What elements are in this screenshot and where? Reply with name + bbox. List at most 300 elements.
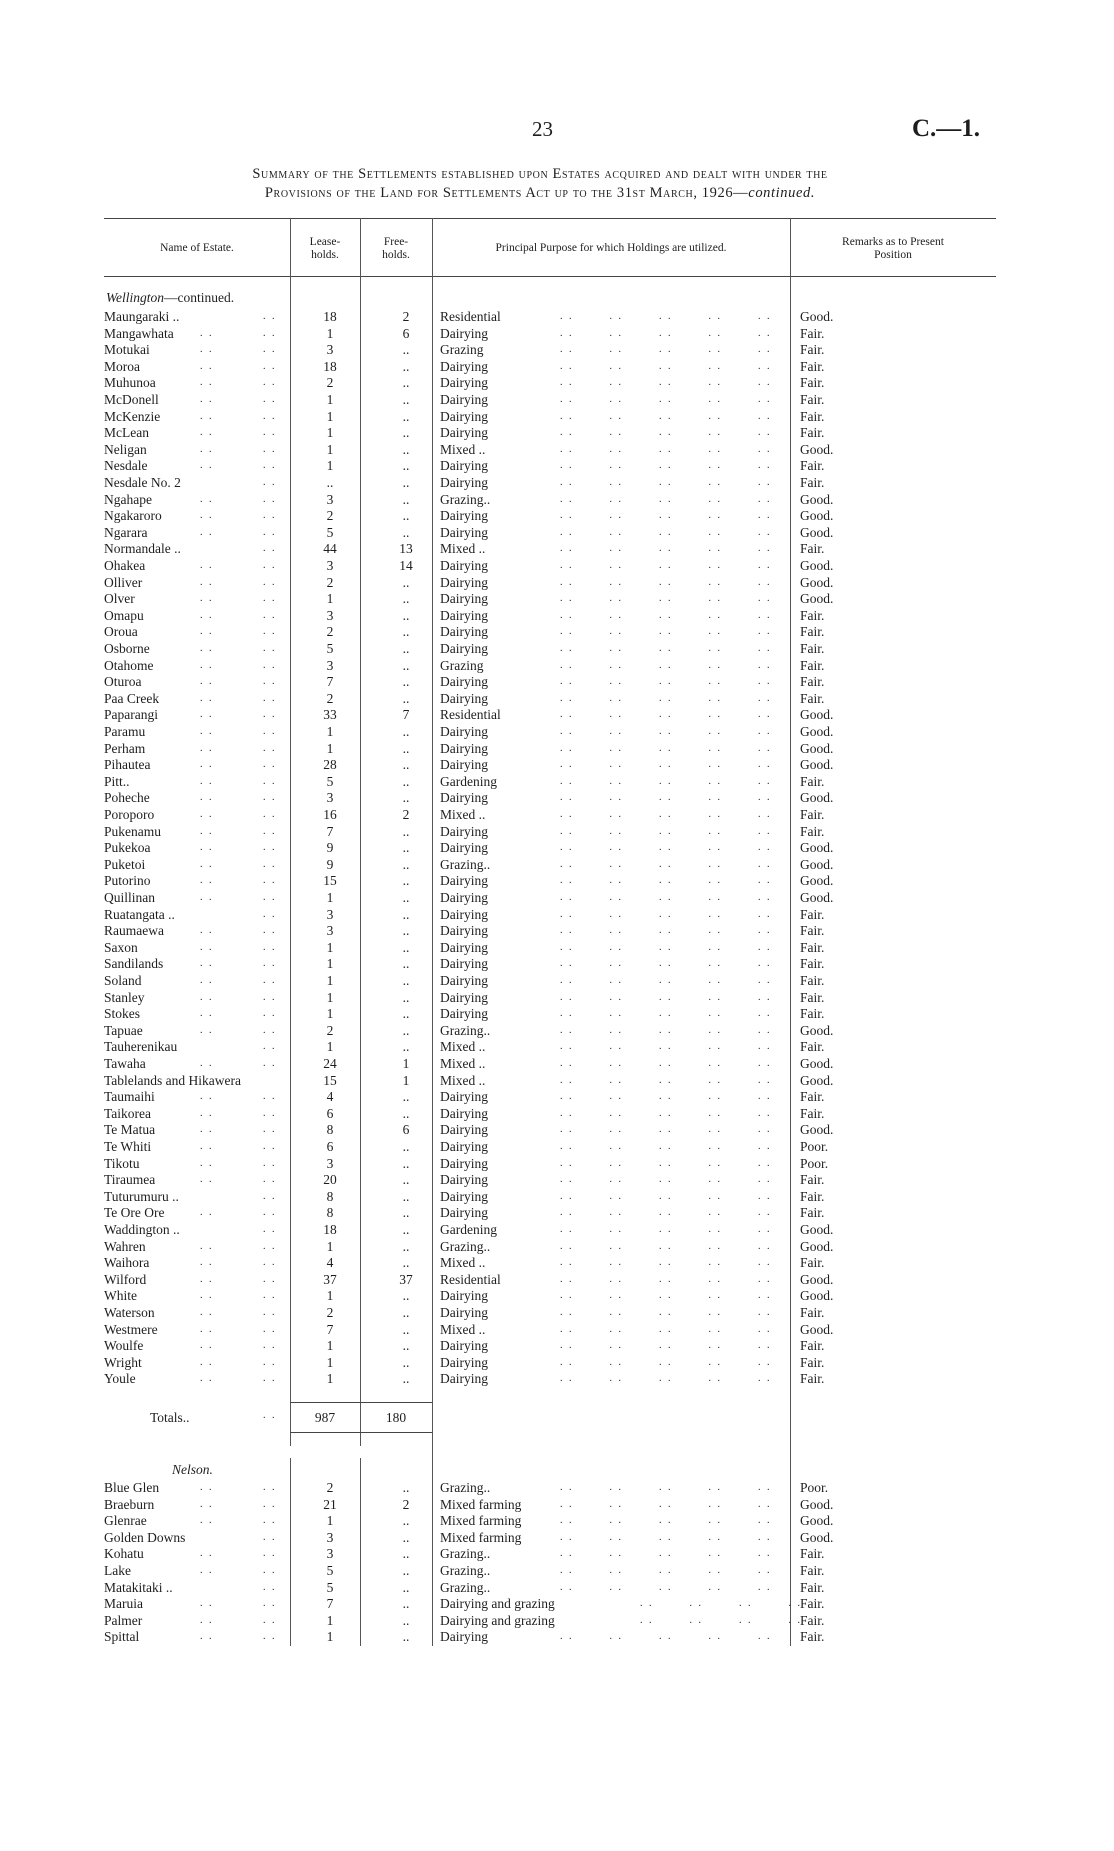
leader-dots: . . (200, 792, 214, 804)
leader-dots: . . . . . . . . . . (560, 892, 772, 903)
leader-dots: . . (263, 626, 277, 638)
purpose-value: Dairying (440, 956, 488, 972)
leader-dots: . . . . . . . . . . (560, 377, 772, 389)
leader-dots: . . . . . . . . . . (560, 1024, 772, 1036)
table-row (0, 1305, 1114, 1322)
leader-dots: . . (263, 377, 277, 389)
purpose-value: Dairying and grazing (440, 1596, 555, 1612)
leader-dots: . . . . . . . . . . (560, 676, 772, 688)
leader-dots: . . (263, 1340, 277, 1352)
freeholds-value: .. (402, 1006, 410, 1022)
section-heading-wellington-name: Wellington (106, 290, 165, 305)
purpose-value: Mixed .. (440, 441, 486, 457)
leader-dots: . . . . . . . . . . (560, 1174, 772, 1186)
leader-dots: . . . . . . . . . . (560, 908, 772, 920)
totals-label: Totals.. (150, 1410, 190, 1425)
estate-name: Wright (104, 1354, 142, 1370)
leader-dots: . . (263, 925, 277, 937)
purpose-value: Dairying (440, 1629, 488, 1645)
leader-dots: . . (263, 1531, 277, 1543)
leaseholds-value: 20 (323, 1172, 337, 1188)
table-row (0, 790, 1114, 807)
purpose-value: Dairying (440, 674, 488, 690)
estate-name: Te Whiti (104, 1139, 152, 1154)
leader-dots: . . (200, 510, 214, 522)
leaseholds-value: 1 (326, 441, 334, 457)
leader-dots: . . (200, 460, 214, 472)
leader-dots: . . (200, 1482, 214, 1493)
leader-dots: . . (263, 360, 277, 372)
freeholds-value: .. (402, 375, 410, 391)
estate-name: Glenrae (104, 1513, 147, 1529)
leader-dots: . . (263, 726, 277, 737)
leader-dots: . . (263, 809, 277, 820)
leader-dots: . . (263, 958, 277, 970)
table-row (0, 409, 1114, 426)
estate-name: Nesdale No. 2 (104, 475, 181, 490)
freeholds-value: 2 (402, 1496, 410, 1512)
leader-dots: . . . . . . . . . . (560, 775, 772, 787)
estate-name: Te Matua (104, 1122, 156, 1138)
header-remarks: Remarks as to Present Position (842, 236, 944, 261)
purpose-value: Dairying (440, 1139, 488, 1154)
freeholds-value: .. (402, 1255, 410, 1271)
leader-dots: . . (200, 842, 214, 854)
leader-dots: . . (200, 676, 214, 688)
purpose-value: Dairying (440, 1371, 488, 1387)
purpose-value: Dairying (440, 475, 488, 490)
remark-value: Fair. (800, 358, 825, 374)
estate-name: Ngarara (104, 524, 148, 540)
leader-dots: . . (263, 593, 277, 605)
freeholds-value: .. (402, 973, 410, 988)
remark-value: Poor. (800, 1480, 829, 1495)
remark-value: Good. (800, 1056, 834, 1071)
table-header-rule (104, 276, 996, 277)
table-row (0, 1497, 1114, 1514)
leader-dots: . . (200, 344, 214, 356)
leaseholds-value: 2 (326, 508, 334, 524)
table-row (0, 940, 1114, 957)
remark-value: Fair. (800, 1255, 825, 1271)
leader-dots: . . (263, 991, 277, 1003)
leader-dots: . . (263, 1124, 277, 1136)
leaseholds-value: 5 (326, 641, 334, 656)
purpose-value: Dairying (440, 375, 488, 391)
table-row (0, 1023, 1114, 1040)
leader-dots: . . (263, 742, 277, 754)
leader-dots: . . (263, 609, 277, 621)
header-leaseholds: Lease- holds. (309, 236, 341, 261)
estate-name: Youle (104, 1371, 136, 1387)
leader-dots: . . (200, 377, 214, 389)
leaseholds-value: 5 (326, 1579, 334, 1595)
remark-value: Fair. (800, 923, 825, 939)
estate-name: Muhunoa (104, 375, 156, 391)
leaseholds-value: 1 (326, 458, 334, 474)
remark-value: Good. (800, 707, 834, 723)
estate-name: Paramu (104, 724, 146, 739)
leader-dots: . . (263, 1565, 277, 1576)
table-row (0, 1205, 1114, 1222)
leader-dots: . . (263, 1482, 277, 1493)
remark-value: Fair. (800, 807, 825, 822)
leaseholds-value: 1 (326, 1338, 334, 1354)
leader-dots: . . (200, 1498, 214, 1510)
remark-value: Good. (800, 856, 834, 872)
freeholds-value: .. (402, 1338, 410, 1354)
estate-name: Pukenamu (104, 823, 161, 839)
leader-dots: . . . . . . . . (640, 1614, 802, 1626)
estate-name: Pihautea (104, 757, 151, 773)
table-row (0, 342, 1114, 359)
leader-dots: . . . . . . . . . . (560, 1515, 772, 1527)
freeholds-value: .. (402, 740, 410, 756)
leaseholds-value: 5 (326, 524, 334, 540)
purpose-value: Dairying (440, 607, 488, 623)
section-heading-nelson: Nelson. (172, 1462, 213, 1477)
remark-value: Fair. (800, 1612, 825, 1628)
leader-dots: . . . . . . . . . . (560, 1548, 772, 1560)
table-row (0, 840, 1114, 857)
leader-dots: . . . . . . . . . . (560, 477, 772, 488)
leader-dots: . . . . . . . . . . (560, 925, 772, 937)
freeholds-value: .. (402, 790, 410, 806)
estate-name: Lake (104, 1563, 131, 1578)
freeholds-value: .. (402, 1022, 410, 1038)
table-top-rule (104, 218, 996, 219)
remark-value: Fair. (800, 906, 825, 922)
freeholds-value: .. (402, 524, 410, 540)
purpose-value: Mixed .. (440, 1255, 486, 1271)
leader-dots: . . (263, 560, 277, 571)
leader-dots: . . . . . . . . . . (560, 692, 772, 704)
estate-name: McLean (104, 425, 149, 441)
freeholds-value: 1 (402, 1072, 410, 1088)
leader-dots: . . . . . . . . . . (560, 1565, 772, 1576)
leader-dots: . . . . . . . . . . (560, 394, 772, 405)
leader-dots: . . (200, 1356, 214, 1368)
leader-dots: . . . . . . . . . . (560, 1373, 772, 1385)
leader-dots: . . (263, 427, 277, 439)
estate-name: Quillinan (104, 890, 155, 905)
purpose-value: Dairying (440, 790, 488, 806)
leader-dots: . . (263, 1190, 277, 1202)
table-row (0, 425, 1114, 442)
freeholds-value: .. (402, 425, 410, 441)
remark-value: Good. (800, 1288, 834, 1304)
remark-value: Fair. (800, 1579, 825, 1595)
table-row (0, 873, 1114, 890)
table-row (0, 774, 1114, 791)
leader-dots: . . (263, 1107, 277, 1119)
estate-name: Normandale .. (104, 541, 181, 557)
leader-dots: . . . . . . . . . . (560, 510, 772, 522)
estate-name: Ngakaroro (104, 508, 162, 524)
remark-value: Good. (800, 309, 834, 324)
purpose-value: Dairying (440, 840, 488, 856)
leaseholds-value: 7 (326, 674, 334, 690)
estate-name: Tikotu (104, 1155, 140, 1171)
purpose-value: Grazing.. (440, 1238, 491, 1254)
table-row (0, 923, 1114, 940)
leader-dots: . . (263, 543, 277, 555)
purpose-value: Dairying (440, 574, 488, 590)
leaseholds-value: 1 (326, 890, 334, 905)
remark-value: Poor. (800, 1139, 829, 1154)
remark-value: Fair. (800, 1596, 825, 1612)
remark-value: Good. (800, 1222, 834, 1237)
purpose-value: Gardening (440, 1222, 497, 1237)
estate-name: Maungaraki .. (104, 309, 180, 324)
title-line-2 (100, 184, 980, 203)
estate-name: Neligan (104, 441, 147, 457)
leader-dots: . . (200, 576, 214, 588)
purpose-value: Dairying (440, 524, 488, 540)
purpose-value: Dairying (440, 740, 488, 756)
leaseholds-value: 2 (326, 574, 334, 590)
remark-value: Good. (800, 757, 834, 773)
table-row (0, 1580, 1114, 1597)
freeholds-value: .. (402, 873, 410, 889)
table-row (0, 724, 1114, 741)
table-row (0, 1355, 1114, 1372)
purpose-value: Mixed .. (440, 1321, 486, 1337)
remark-value: Fair. (800, 939, 825, 955)
freeholds-value: .. (402, 1039, 410, 1055)
freeholds-value: 7 (402, 707, 410, 723)
leader-dots: . . . . . . . . . . (560, 1631, 772, 1643)
table-row (0, 1513, 1114, 1530)
leaseholds-value: 3 (326, 491, 334, 507)
leader-dots: . . (263, 443, 277, 455)
leader-dots: . . (200, 626, 214, 638)
totals-leaseholds: 987 (314, 1410, 336, 1425)
freeholds-value: .. (402, 358, 410, 374)
purpose-value: Grazing.. (440, 1563, 491, 1578)
leader-dots: . . (200, 327, 214, 339)
leaseholds-value: 3 (326, 607, 334, 623)
remark-value: Fair. (800, 541, 825, 557)
remark-value: Good. (800, 1529, 834, 1545)
estate-name: Tablelands and Hikawera (104, 1072, 241, 1088)
freeholds-value: .. (402, 508, 410, 524)
purpose-value: Dairying (440, 690, 488, 706)
purpose-value: Dairying (440, 757, 488, 773)
remark-value: Good. (800, 724, 834, 739)
section-heading-wellington (106, 290, 234, 306)
remark-value: Good. (800, 790, 834, 806)
leaseholds-value: 1 (326, 740, 334, 756)
estate-name: McKenzie (104, 408, 161, 424)
purpose-value: Mixed .. (440, 1072, 486, 1088)
remark-value: Good. (800, 1022, 834, 1038)
freeholds-value: .. (402, 956, 410, 972)
totals-bottom-rule (290, 1432, 432, 1433)
leader-dots: . . . . . . . . . . (560, 1190, 772, 1202)
leader-dots: . . (263, 1273, 277, 1285)
freeholds-value: .. (402, 1089, 410, 1105)
remark-value: Fair. (800, 674, 825, 690)
totals-freeholds: 180 (385, 1410, 407, 1425)
leader-dots: . . (200, 875, 214, 887)
estate-name: White (104, 1288, 137, 1304)
purpose-value: Dairying (440, 591, 488, 607)
leader-dots: . . . . . . . . . . (560, 427, 772, 439)
leader-dots: . . (200, 858, 214, 870)
page-number: 23 (532, 117, 553, 141)
leader-dots: . . (200, 1207, 214, 1219)
leaseholds-value: 1 (326, 973, 334, 988)
leader-dots: . . (200, 709, 214, 721)
table-row (0, 674, 1114, 691)
purpose-value: Grazing.. (440, 856, 491, 872)
leader-dots: . . . . . . . . . . (560, 1041, 772, 1053)
estate-name: Perham (104, 740, 146, 756)
leaseholds-value: 33 (323, 707, 337, 723)
remark-value: Fair. (800, 956, 825, 972)
leader-dots: . . (263, 1356, 277, 1368)
leader-dots: . . (200, 775, 214, 787)
table-row (0, 1189, 1114, 1206)
leaseholds-value: 28 (323, 757, 337, 773)
leader-dots: . . (263, 576, 277, 588)
leaseholds-value: 1 (326, 325, 334, 341)
table-row (0, 641, 1114, 658)
document-title (100, 165, 980, 203)
leader-dots: . . (263, 1598, 277, 1610)
leader-dots: . . (263, 1024, 277, 1036)
leader-dots: . . (200, 1174, 214, 1186)
leaseholds-value: 3 (326, 558, 334, 573)
table-row (0, 442, 1114, 459)
leader-dots: . . (263, 410, 277, 422)
freeholds-value: .. (402, 923, 410, 939)
leader-dots: . . (200, 1614, 214, 1626)
purpose-value: Grazing.. (440, 1546, 491, 1562)
table-row (0, 907, 1114, 924)
leader-dots: . . (200, 1565, 214, 1576)
estate-name: Nesdale (104, 458, 148, 474)
leader-dots: . . (200, 360, 214, 372)
table-row (0, 1006, 1114, 1023)
purpose-value: Grazing.. (440, 1022, 491, 1038)
estate-name: Sandilands (104, 956, 164, 972)
table-row (0, 458, 1114, 475)
purpose-value: Dairying (440, 425, 488, 441)
table-row (0, 1272, 1114, 1289)
leader-dots: . . (200, 1107, 214, 1119)
remark-value: Fair. (800, 1205, 825, 1221)
table-row (0, 624, 1114, 641)
purpose-value: Dairying (440, 624, 488, 640)
freeholds-value: .. (402, 591, 410, 607)
leader-dots: . . . . . . . . . . (560, 941, 772, 953)
table-row (0, 1596, 1114, 1613)
estate-name: Ohakea (104, 558, 146, 573)
table-row (0, 973, 1114, 990)
leaseholds-value: 1 (326, 591, 334, 607)
table-row (0, 741, 1114, 758)
leader-dots: . . (200, 1340, 214, 1352)
purpose-value: Dairying (440, 508, 488, 524)
leaseholds-value: 1 (326, 724, 334, 739)
leader-dots: . . (263, 526, 277, 538)
leader-dots: . . (263, 842, 277, 854)
leader-dots: . . . . . . . . . . (560, 792, 772, 804)
leader-dots: . . (200, 759, 214, 771)
purpose-value: Mixed .. (440, 1039, 486, 1055)
title-line-2-text: Provisions of the Land for Settlements Act up to the 31st March, 1926— (264, 185, 749, 201)
leaseholds-value: .. (326, 475, 334, 490)
leader-dots: . . . . . . . . . . (560, 1323, 772, 1335)
leader-dots: . . (263, 477, 277, 488)
leader-dots: . . . . . . . . . . (560, 759, 772, 771)
leaseholds-value: 1 (326, 1238, 334, 1254)
estate-name: Motukai (104, 342, 150, 358)
estate-name: Matakitaki .. (104, 1579, 173, 1595)
table-row (0, 608, 1114, 625)
remark-value: Fair. (800, 823, 825, 839)
table-row (0, 1172, 1114, 1189)
leader-dots: . . . . . . . . . . (560, 1356, 772, 1368)
freeholds-value: .. (402, 1629, 410, 1645)
leader-dots: . . (263, 394, 277, 405)
purpose-value: Mixed .. (440, 541, 486, 557)
remark-value: Fair. (800, 657, 825, 673)
remark-value: Fair. (800, 1629, 825, 1645)
leader-dots: . . (263, 975, 277, 986)
leader-dots: . . . . . . . . (640, 1598, 802, 1610)
leader-dots: . . (200, 941, 214, 953)
estate-name: Poroporo (104, 807, 155, 822)
remark-value: Good. (800, 574, 834, 590)
freeholds-value: .. (402, 890, 410, 905)
leader-dots: . . (200, 526, 214, 538)
leaseholds-value: 4 (326, 1255, 334, 1271)
leader-dots: . . (263, 344, 277, 356)
purpose-value: Dairying (440, 890, 488, 905)
leaseholds-value: 8 (326, 1205, 334, 1221)
leaseholds-value: 16 (323, 807, 337, 822)
leaseholds-value: 1 (326, 1513, 334, 1529)
freeholds-value: .. (402, 906, 410, 922)
freeholds-value: .. (402, 724, 410, 739)
leader-dots: . . (263, 1207, 277, 1219)
header-name-of-estate: Name of Estate. (160, 242, 234, 254)
leader-dots: . . (263, 327, 277, 339)
purpose-value: Gardening (440, 773, 497, 789)
table-row (0, 1613, 1114, 1630)
leader-dots: . . (263, 709, 277, 721)
freeholds-value: .. (402, 1513, 410, 1529)
purpose-value: Dairying (440, 1172, 488, 1188)
leader-dots: . . (263, 1141, 277, 1152)
purpose-value: Mixed farming (440, 1513, 522, 1529)
leader-dots: . . (263, 1041, 277, 1053)
freeholds-value: .. (402, 1172, 410, 1188)
freeholds-value: .. (402, 757, 410, 773)
estate-name: Tiraumea (104, 1172, 156, 1188)
leader-dots: . . (200, 1548, 214, 1560)
freeholds-value: .. (402, 1139, 410, 1154)
leader-dots: . . . . . . . . . . (560, 1058, 772, 1069)
remark-value: Fair. (800, 1039, 825, 1055)
leaseholds-value: 2 (326, 624, 334, 640)
leaseholds-value: 6 (326, 1139, 334, 1154)
remark-value: Fair. (800, 1546, 825, 1562)
table-row (0, 1530, 1114, 1547)
